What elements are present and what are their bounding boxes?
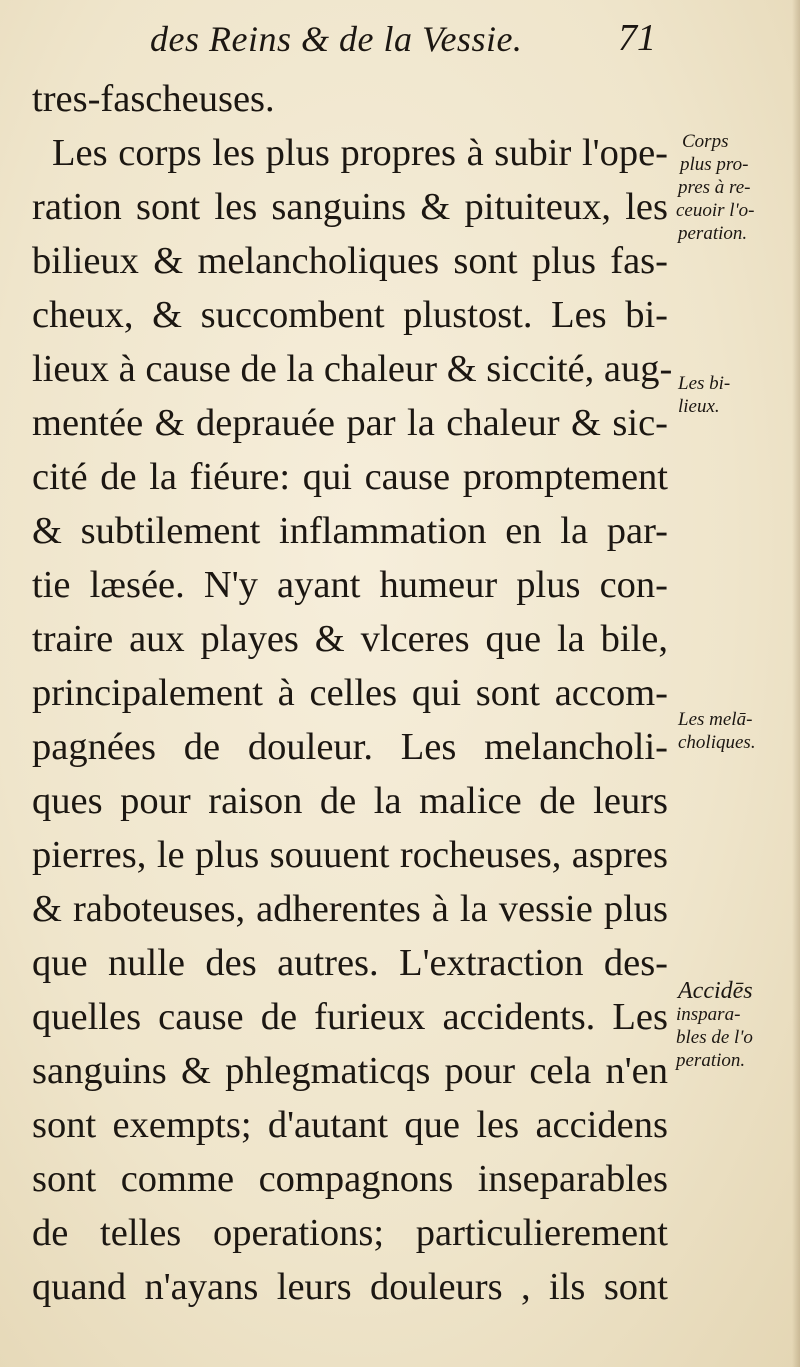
margin-note-line: Corps	[682, 131, 729, 152]
margin-note-line: pres à re-	[678, 177, 751, 198]
text-line: mentée & deprauée par la chaleur & sic-	[32, 402, 668, 444]
text-line: & subtilement inflammation en la par-	[32, 510, 668, 552]
margin-note-line: Accidēs	[678, 978, 753, 1004]
text-line: de telles operations; particulierement	[32, 1212, 668, 1254]
text-line: traire aux playes & vlceres que la bile,	[32, 618, 668, 660]
text-line: quand n'ayans leurs douleurs , ils sont	[32, 1266, 668, 1308]
text-line: ques pour raison de la malice de leurs	[32, 780, 668, 822]
margin-note-bilieux	[670, 372, 798, 418]
body-text	[32, 72, 673, 1314]
margin-note-line: lieux.	[678, 396, 720, 417]
text-line: tie læsée. N'y ayant humeur plus con-	[32, 564, 668, 606]
margin-note-accidents	[670, 980, 798, 1072]
text-line: sont comme compagnons inseparables	[32, 1158, 668, 1200]
margin-note-line: choliques.	[678, 732, 756, 753]
running-title: des Reins & de la Vessie.	[150, 19, 523, 59]
text-line: tres-fascheuses.	[32, 78, 275, 120]
margin-note-line: Les bi-	[678, 373, 731, 394]
text-line: cheux, & succombent plustost. Les bi-	[32, 294, 668, 336]
text-line: cité de la fiéure: qui cause promptement	[32, 456, 668, 498]
page-edge-shadow	[792, 0, 800, 1367]
text-line: sont exempts; d'autant que les accidens	[32, 1104, 668, 1146]
margin-note-line: Les melā-	[678, 709, 753, 730]
margin-note-line: ceuoir l'o-	[676, 200, 755, 221]
text-line: sanguins & phlegmaticqs pour cela n'en	[32, 1050, 668, 1092]
text-line: lieux à cause de la chaleur & siccité, aug-	[32, 348, 673, 390]
text-line: principalement à celles qui sont accom-	[32, 672, 668, 714]
text-line: ration sont les sanguins & pituiteux, les	[32, 186, 668, 228]
margin-note-line: bles de l'o	[676, 1027, 753, 1048]
text-line: pierres, le plus souuent rocheuses, aspres	[32, 834, 668, 876]
text-line: bilieux & melancholiques sont plus fas-	[32, 240, 668, 282]
margin-note-line: peration.	[678, 223, 748, 244]
text-line: Les corps les plus propres à subir l'ope-	[52, 132, 668, 174]
page-number: 71	[618, 17, 656, 59]
margin-note-line: peration.	[676, 1050, 746, 1071]
text-line: que nulle des autres. L'extraction des-	[32, 942, 668, 984]
margin-note-melancholiques	[670, 708, 798, 754]
margin-note-line: inspara-	[676, 1004, 741, 1025]
margin-note-corps	[670, 130, 798, 245]
text-line: & raboteuses, adherentes à la vessie plus	[32, 888, 668, 930]
text-line: pagnées de douleur. Les melancholi-	[32, 726, 668, 768]
margin-note-line: plus pro-	[680, 154, 749, 175]
text-line: quelles cause de furieux accidents. Les	[32, 996, 668, 1038]
